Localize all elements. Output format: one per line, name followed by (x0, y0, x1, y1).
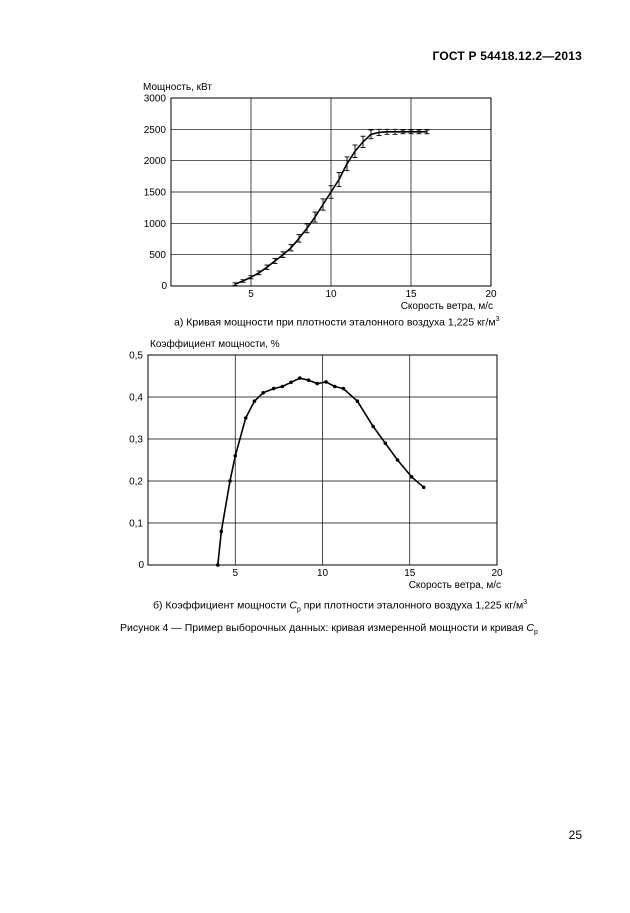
figure-caption-symbol: C (526, 622, 534, 634)
data-point (272, 387, 276, 391)
data-point (244, 416, 248, 420)
x-axis-label: Скорость ветра, м/с (400, 301, 493, 312)
x-tick-label: 20 (491, 568, 503, 579)
caption-b-symbol: C (289, 599, 297, 612)
data-point (324, 380, 328, 384)
x-tick-label: 10 (316, 568, 329, 579)
x-tick-label: 5 (232, 568, 239, 579)
data-point (384, 441, 388, 445)
y-tick-label: 0,2 (129, 476, 143, 488)
y-tick-label: 0,5 (129, 350, 143, 362)
caption-b-subscript: p (296, 606, 301, 614)
data-point (342, 387, 346, 391)
caption-b-suffix: при плотности эталонного воздуха 1,225 кг/м (300, 599, 524, 612)
y-tick-label: 500 (149, 250, 166, 262)
data-point (219, 530, 223, 534)
data-point (410, 475, 414, 479)
y-tick-label: 1500 (143, 187, 166, 199)
caption-a-text: а) Кривая мощности при плотности эталонного воздуха 1,225 кг/м (174, 316, 496, 329)
data-point (216, 563, 220, 567)
x-axis-label: Скорость ветра, м/с (408, 580, 501, 591)
data-point (396, 458, 400, 462)
y-axis-label: Коэффициент мощности, % (150, 339, 280, 350)
figure-caption-subscript: p (533, 629, 538, 637)
data-point (253, 399, 257, 403)
figure-caption-main: Рисунок 4 — Пример выборочных данных: кривая измеренной мощности и кривая (120, 622, 527, 634)
data-point (233, 454, 237, 458)
data-point (371, 425, 375, 429)
figure-caption (120, 622, 538, 636)
origin-label: 0 (161, 281, 167, 292)
page-number: 25 (568, 828, 582, 842)
caption-b-prefix: б) Коэффициент мощности (153, 599, 290, 612)
y-axis-label: Мощность, кВт (143, 82, 212, 93)
y-tick-label: 0,1 (129, 518, 143, 530)
y-tick-label: 0,3 (129, 434, 143, 446)
x-tick-label: 15 (404, 568, 416, 579)
y-tick-label: 3000 (143, 93, 166, 105)
caption-a (174, 316, 500, 329)
data-point (298, 376, 302, 380)
caption-b-sup: 3 (523, 599, 528, 606)
data-point (315, 382, 319, 386)
y-tick-label: 2500 (143, 124, 166, 136)
document-header: ГОСТ Р 54418.12.2—2013 (432, 49, 582, 63)
data-point (333, 385, 337, 389)
data-point (281, 385, 285, 389)
data-point (289, 381, 293, 385)
x-tick-label: 5 (248, 289, 254, 300)
origin-label: 0 (138, 560, 144, 571)
power-curve-chart (0, 70, 630, 315)
data-point (261, 391, 265, 395)
data-point (356, 399, 360, 403)
y-tick-label: 2000 (143, 156, 166, 168)
x-tick-label: 15 (405, 289, 417, 300)
y-tick-label: 1000 (143, 218, 166, 230)
caption-b (153, 599, 527, 614)
data-point (422, 486, 426, 490)
x-tick-label: 10 (325, 289, 337, 300)
data-point (228, 479, 232, 483)
caption-a-sup: 3 (495, 316, 500, 323)
y-tick-label: 0,4 (129, 392, 143, 404)
series-line (218, 378, 424, 565)
x-tick-label: 20 (485, 289, 497, 300)
data-point (307, 378, 311, 382)
power-coefficient-chart (0, 330, 630, 595)
